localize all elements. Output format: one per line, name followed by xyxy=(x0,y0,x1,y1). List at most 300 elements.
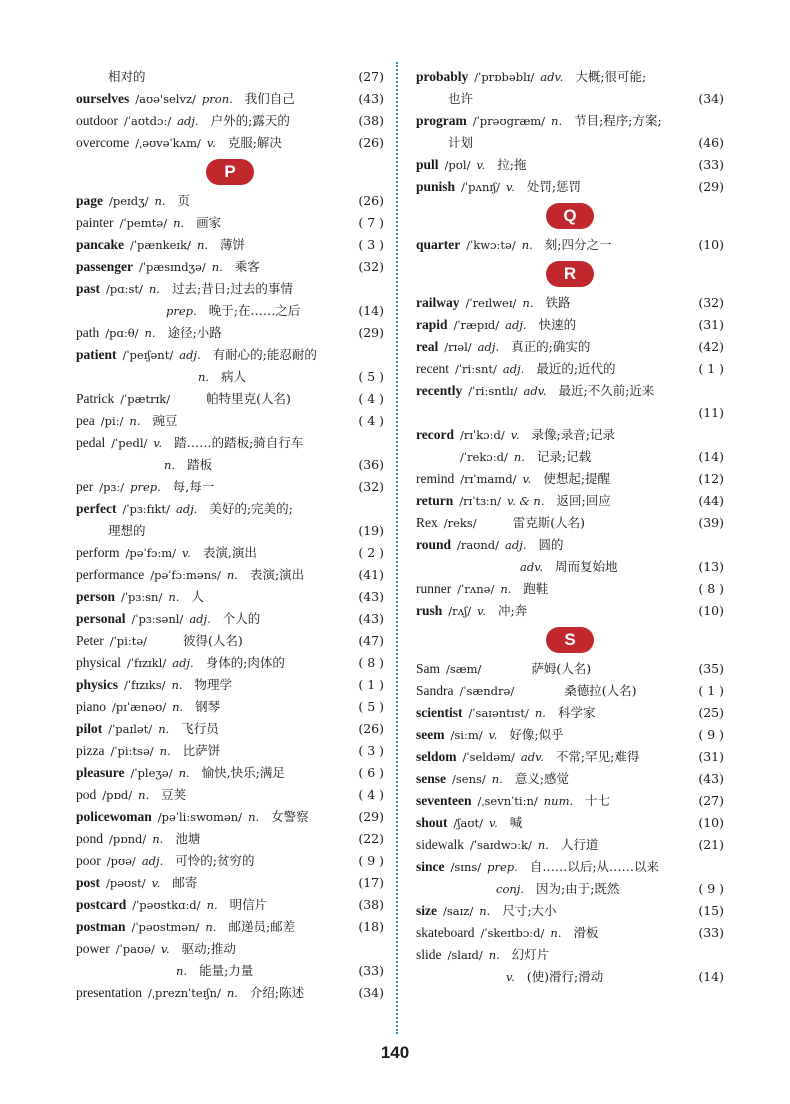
part-of-speech: v. xyxy=(506,180,515,194)
headword: record xyxy=(416,427,454,442)
phonetic: /ˈprəʊgræm/ xyxy=(472,114,546,128)
headword: past xyxy=(76,281,101,296)
headword: sense xyxy=(416,771,446,786)
right-column xyxy=(416,66,724,988)
entry-performance xyxy=(76,564,384,586)
meaning: 拉;拖 xyxy=(497,157,527,172)
page-reference: (10) xyxy=(698,237,724,252)
headword: perfect xyxy=(76,501,117,516)
meaning: 最近;不久前;近来 xyxy=(558,383,655,398)
meaning: (使)滑行;滑动 xyxy=(526,969,604,984)
page-reference: (17) xyxy=(358,875,384,890)
meaning: 豌豆 xyxy=(152,413,178,428)
headword: real xyxy=(416,339,439,354)
meaning: 尺寸;大小 xyxy=(502,903,557,918)
phonetic: /pɜː/ xyxy=(99,480,125,494)
meaning: 愉快,快乐;满足 xyxy=(201,765,285,780)
part-of-speech: n. xyxy=(148,282,160,296)
meaning: 周而复始地 xyxy=(555,559,618,574)
meaning: 个人的 xyxy=(222,611,261,626)
part-of-speech: n. xyxy=(205,920,217,934)
part-of-speech: adj. xyxy=(172,656,194,670)
part-of-speech: prep. xyxy=(166,304,197,318)
meaning: 页 xyxy=(177,193,191,208)
headword: slide xyxy=(416,947,442,962)
meaning: 钢琴 xyxy=(195,699,221,714)
meaning: 人 xyxy=(191,589,204,604)
part-of-speech: n. xyxy=(211,260,223,274)
meaning: 途径;小路 xyxy=(167,325,222,340)
meaning: 萨姆(人名) xyxy=(531,661,592,676)
column-divider xyxy=(396,62,398,1034)
meaning: 踏板 xyxy=(187,457,213,472)
meaning: 明信片 xyxy=(229,897,268,912)
phonetic: /ˈpæsɪndʒə/ xyxy=(139,260,206,274)
page-reference: (21) xyxy=(698,837,724,852)
meaning: 女警察 xyxy=(271,809,309,824)
headword: rush xyxy=(416,603,443,618)
meaning: 薄饼 xyxy=(220,237,246,252)
page-reference: (43) xyxy=(358,589,384,604)
headword: power xyxy=(76,941,110,956)
part-of-speech: v. xyxy=(160,942,170,956)
entry-sam xyxy=(416,658,724,680)
part-of-speech: n. xyxy=(513,450,525,464)
entry-rex xyxy=(416,512,724,534)
headword: pull xyxy=(416,157,439,172)
meaning: 身体的;肉体的 xyxy=(205,655,285,670)
entry-patient xyxy=(76,344,384,366)
part-of-speech: adj. xyxy=(502,362,525,376)
part-of-speech: n. xyxy=(248,810,260,824)
meaning: 刻;四分之一 xyxy=(544,237,612,252)
entry-sense xyxy=(416,768,724,790)
phonetic: /pɒnd/ xyxy=(109,832,147,846)
phonetic: /ʃaʊt/ xyxy=(453,816,483,830)
page-reference: (26) xyxy=(358,135,384,150)
page-reference: (38) xyxy=(358,113,384,128)
meaning: 录像;录音;记录 xyxy=(531,427,615,442)
meaning: 可怜的;贫穷的 xyxy=(175,853,255,868)
page-reference: ( 9 ) xyxy=(698,881,724,896)
page-reference: ( 6 ) xyxy=(358,765,384,780)
meaning: 池塘 xyxy=(175,831,201,846)
entry-railway xyxy=(416,292,724,314)
part-of-speech: n. xyxy=(479,904,491,918)
headword: pod xyxy=(76,787,97,802)
meaning: 介绍;陈述 xyxy=(249,985,305,1000)
entry-presentation xyxy=(76,982,384,1004)
phonetic: /ˈsændrə/ xyxy=(459,684,515,698)
part-of-speech: n. xyxy=(138,788,150,802)
phonetic: /ˈpænkeɪk/ xyxy=(130,238,191,252)
meaning: 每,每一 xyxy=(172,479,215,494)
page-reference: ( 1 ) xyxy=(698,683,724,698)
phonetic: /ˈpəʊstkɑːd/ xyxy=(132,898,201,912)
page-reference: (10) xyxy=(698,815,724,830)
phonetic: /ˈrekɔːd/ xyxy=(460,450,508,464)
phonetic: /ˈaʊtdɔː/ xyxy=(124,114,172,128)
part-of-speech: n. xyxy=(152,832,164,846)
part-of-speech: conj. xyxy=(496,882,524,896)
meaning: 乘客 xyxy=(234,259,260,274)
entry-continuation xyxy=(76,520,384,542)
headword: pea xyxy=(76,413,95,428)
meaning: 因为;由于;既然 xyxy=(536,881,620,896)
section-letter: R xyxy=(546,261,594,287)
entry-continuation xyxy=(76,300,384,322)
entry-continuation xyxy=(416,402,724,424)
phonetic: /slaɪd/ xyxy=(447,948,483,962)
entry-pedal xyxy=(76,432,384,454)
entry-outdoor xyxy=(76,110,384,132)
entry-since xyxy=(416,856,724,878)
phonetic: /ˈpeɪʃənt/ xyxy=(122,348,174,362)
meaning: 处罚;惩罚 xyxy=(526,179,582,194)
page-reference: ( 4 ) xyxy=(358,413,384,428)
meaning: 桑德拉(人名) xyxy=(564,683,637,698)
headword: recent xyxy=(416,361,449,376)
headword: rapid xyxy=(416,317,448,332)
phonetic: /ˈpəʊstmən/ xyxy=(131,920,200,934)
page-reference: (11) xyxy=(698,405,724,420)
page-reference: (19) xyxy=(358,523,384,538)
headword: remind xyxy=(416,471,455,486)
part-of-speech: n. xyxy=(172,700,184,714)
headword: performance xyxy=(76,567,145,582)
entry-perfect xyxy=(76,498,384,520)
part-of-speech: adj. xyxy=(176,502,198,516)
page-reference: (41) xyxy=(358,567,384,582)
phonetic: /raʊnd/ xyxy=(457,538,500,552)
meaning: 理想的 xyxy=(108,523,146,538)
part-of-speech: n. xyxy=(171,678,183,692)
phonetic: /peɪdʒ/ xyxy=(109,194,149,208)
part-of-speech: n. xyxy=(168,590,180,604)
entry-passenger xyxy=(76,256,384,278)
meaning: 自……以后;从……以来 xyxy=(529,859,660,874)
phonetic: /ˈseldəm/ xyxy=(462,750,515,764)
phonetic: /ˈpiːtsə/ xyxy=(110,744,154,758)
entry-scientist xyxy=(416,702,724,724)
phonetic: /siːm/ xyxy=(450,728,483,742)
page-reference: (34) xyxy=(698,91,724,106)
part-of-speech: n. xyxy=(176,964,188,978)
phonetic: /ˌsevnˈtiːn/ xyxy=(477,794,538,808)
headword: patient xyxy=(76,347,117,362)
page-reference: (43) xyxy=(358,91,384,106)
meaning: 能量;力量 xyxy=(199,963,254,978)
part-of-speech: prep. xyxy=(487,860,518,874)
meaning: 晚于;在……之后 xyxy=(208,303,301,318)
entry-shout xyxy=(416,812,724,834)
entry-return xyxy=(416,490,724,512)
meaning: 节目;程序;方案; xyxy=(574,113,662,128)
phonetic: /ˈpaɪlət/ xyxy=(108,722,153,736)
page-reference: ( 2 ) xyxy=(358,545,384,560)
entry-continuation xyxy=(76,454,384,476)
headword: Sandra xyxy=(416,683,454,698)
phonetic: /pɑːθ/ xyxy=(105,326,139,340)
entry-sidewalk xyxy=(416,834,724,856)
phonetic: /ˈriːsntlɪ/ xyxy=(468,384,518,398)
part-of-speech: v. & n. xyxy=(507,494,545,508)
headword: overcome xyxy=(76,135,130,150)
page-reference: ( 4 ) xyxy=(358,391,384,406)
part-of-speech: n. xyxy=(551,114,563,128)
page-reference: ( 8 ) xyxy=(358,655,384,670)
meaning: 不常;罕见;难得 xyxy=(555,749,640,764)
entry-pancake xyxy=(76,234,384,256)
headword: probably xyxy=(416,69,469,84)
part-of-speech: n. xyxy=(226,568,238,582)
entry-path xyxy=(76,322,384,344)
part-of-speech: v. xyxy=(522,472,532,486)
headword: person xyxy=(76,589,116,604)
phonetic: /ˈriːsnt/ xyxy=(454,362,497,376)
page-reference: ( 3 ) xyxy=(358,237,384,252)
entry-continuation xyxy=(416,132,724,154)
part-of-speech: n. xyxy=(158,722,170,736)
meaning: 也许 xyxy=(448,91,474,106)
meaning: 记录;记载 xyxy=(536,449,592,464)
entry-rapid xyxy=(416,314,724,336)
meaning: 计划 xyxy=(448,135,474,150)
phonetic: /pɑːst/ xyxy=(106,282,143,296)
entry-ourselves xyxy=(76,88,384,110)
page-reference: ( 3 ) xyxy=(358,743,384,758)
phonetic: /ˈpleʒə/ xyxy=(130,766,173,780)
part-of-speech: v. xyxy=(151,876,161,890)
phonetic: /ˈfɪzɪks/ xyxy=(124,678,166,692)
entry-patrick xyxy=(76,388,384,410)
entry-continuation xyxy=(76,66,384,88)
page-reference: (25) xyxy=(698,705,724,720)
part-of-speech: adj. xyxy=(505,538,527,552)
phonetic: /ˈpætrɪk/ xyxy=(120,392,171,406)
headword: painter xyxy=(76,215,114,230)
part-of-speech: adv. xyxy=(523,384,547,398)
meaning: 邮寄 xyxy=(172,875,198,890)
entry-physical xyxy=(76,652,384,674)
meaning: 好像;似乎 xyxy=(509,727,564,742)
page-reference: (26) xyxy=(358,193,384,208)
page-reference: ( 9 ) xyxy=(698,727,724,742)
page-reference: (31) xyxy=(698,749,724,764)
section-badge-p xyxy=(76,157,384,187)
part-of-speech: adj. xyxy=(189,612,211,626)
page-reference: (33) xyxy=(698,925,724,940)
part-of-speech: v. xyxy=(506,970,515,984)
entry-remind xyxy=(416,468,724,490)
part-of-speech: adj. xyxy=(505,318,527,332)
meaning: 有耐心的;能忍耐的 xyxy=(212,347,317,362)
phonetic: /pʊl/ xyxy=(444,158,471,172)
entry-rush xyxy=(416,600,724,622)
entry-pilot xyxy=(76,718,384,740)
entry-continuation xyxy=(416,556,724,578)
entry-pull xyxy=(416,154,724,176)
headword: policewoman xyxy=(76,809,152,824)
headword: railway xyxy=(416,295,460,310)
left-column xyxy=(76,66,384,1004)
phonetic: /ˈsaɪdwɔːk/ xyxy=(470,838,532,852)
phonetic: /saɪz/ xyxy=(443,904,474,918)
entry-seem xyxy=(416,724,724,746)
part-of-speech: n. xyxy=(164,458,176,472)
phonetic: /piː/ xyxy=(100,414,124,428)
phonetic: /pɒd/ xyxy=(102,788,133,802)
headword: runner xyxy=(416,581,452,596)
meaning: 冲;奔 xyxy=(497,603,528,618)
part-of-speech: n. xyxy=(198,370,210,384)
headword: skateboard xyxy=(416,925,475,940)
phonetic: /rɪˈkɔːd/ xyxy=(459,428,505,442)
headword: return xyxy=(416,493,454,508)
page-reference: (43) xyxy=(358,611,384,626)
part-of-speech: n. xyxy=(491,772,503,786)
meaning: 大概;很可能; xyxy=(575,69,647,84)
page-reference: (36) xyxy=(358,457,384,472)
section-letter: S xyxy=(546,627,594,653)
entry-slide xyxy=(416,944,724,966)
page-reference: ( 1 ) xyxy=(698,361,724,376)
entry-physics xyxy=(76,674,384,696)
headword: pedal xyxy=(76,435,106,450)
meaning: 比萨饼 xyxy=(182,743,221,758)
headword: Peter xyxy=(76,633,104,648)
phonetic: /pʊə/ xyxy=(106,854,136,868)
page-reference: (12) xyxy=(698,471,724,486)
phonetic: /ˌəʊvəˈkʌm/ xyxy=(135,136,201,150)
meaning: 克服;解决 xyxy=(227,135,282,150)
entry-post xyxy=(76,872,384,894)
meaning: 跑鞋 xyxy=(523,581,549,596)
phonetic: /rɪˈmaɪnd/ xyxy=(460,472,517,486)
meaning: 驱动;推动 xyxy=(181,941,236,956)
page-reference: (34) xyxy=(358,985,384,1000)
meaning: 帕特里克(人名) xyxy=(206,391,291,406)
part-of-speech: v. xyxy=(206,136,216,150)
phonetic: /ˈpɜːsənl/ xyxy=(131,612,184,626)
meaning: 铁路 xyxy=(545,295,571,310)
page-reference: (31) xyxy=(698,317,724,332)
headword: per xyxy=(76,479,94,494)
part-of-speech: n. xyxy=(154,194,166,208)
entry-skateboard xyxy=(416,922,724,944)
part-of-speech: v. xyxy=(476,158,486,172)
phonetic: /ˈpiːtə/ xyxy=(109,634,148,648)
headword: pancake xyxy=(76,237,125,252)
page-reference: ( 4 ) xyxy=(358,787,384,802)
meaning: 邮递员;邮差 xyxy=(228,919,296,934)
phonetic: /pəˈliːswʊmən/ xyxy=(157,810,243,824)
meaning: 喊 xyxy=(509,815,523,830)
page-reference: (44) xyxy=(698,493,724,508)
entry-runner xyxy=(416,578,724,600)
phonetic: /sens/ xyxy=(452,772,486,786)
entry-program xyxy=(416,110,724,132)
headword: Rex xyxy=(416,515,438,530)
page-reference: ( 5 ) xyxy=(358,369,384,384)
meaning: 滑板 xyxy=(573,925,599,940)
part-of-speech: n. xyxy=(206,898,218,912)
entry-peter xyxy=(76,630,384,652)
headword: path xyxy=(76,325,100,340)
headword: post xyxy=(76,875,101,890)
meaning: 画家 xyxy=(196,215,222,230)
meaning: 物理学 xyxy=(194,677,233,692)
entry-continuation xyxy=(76,366,384,388)
entry-pod xyxy=(76,784,384,806)
entry-recently xyxy=(416,380,724,402)
phonetic: /pɪˈænəʊ/ xyxy=(112,700,167,714)
part-of-speech: adv. xyxy=(520,750,544,764)
entry-round xyxy=(416,534,724,556)
part-of-speech: prep. xyxy=(130,480,161,494)
entry-continuation xyxy=(416,88,724,110)
page-number: 140 xyxy=(380,1043,410,1062)
meaning: 表演;演出 xyxy=(249,567,305,582)
part-of-speech: n. xyxy=(196,238,208,252)
meaning: 真正的;确实的 xyxy=(511,339,591,354)
phonetic: /rɪəl/ xyxy=(444,340,472,354)
meaning: 圆的 xyxy=(538,537,564,552)
phonetic: /ˈskeɪtbɔːd/ xyxy=(480,926,545,940)
page-reference: (22) xyxy=(358,831,384,846)
headword: recently xyxy=(416,383,463,398)
entry-continuation xyxy=(416,966,724,988)
part-of-speech: n. xyxy=(488,948,500,962)
phonetic: /sɪns/ xyxy=(450,860,482,874)
headword: pilot xyxy=(76,721,103,736)
headword: poor xyxy=(76,853,101,868)
headword: program xyxy=(416,113,467,128)
entry-person xyxy=(76,586,384,608)
meaning: 最近的;近代的 xyxy=(536,361,616,376)
phonetic: /ˌpreznˈteɪʃn/ xyxy=(147,986,221,1000)
entry-continuation xyxy=(416,878,724,900)
part-of-speech: v. xyxy=(489,816,498,830)
part-of-speech: n. xyxy=(521,238,533,252)
meaning: 表演,演出 xyxy=(202,545,257,560)
part-of-speech: n. xyxy=(129,414,141,428)
headword: quarter xyxy=(416,237,461,252)
entry-seldom xyxy=(416,746,724,768)
page-reference: (39) xyxy=(698,515,724,530)
part-of-speech: adj. xyxy=(477,340,500,354)
meaning: 美好的;完美的; xyxy=(209,501,293,516)
headword: seldom xyxy=(416,749,457,764)
phonetic: /ˈfɪzɪkl/ xyxy=(127,656,167,670)
phonetic: /ˈræpɪd/ xyxy=(453,318,500,332)
headword: seem xyxy=(416,727,445,742)
page-reference: (14) xyxy=(698,449,724,464)
page-reference: (26) xyxy=(358,721,384,736)
page-reference: ( 1 ) xyxy=(358,677,384,692)
part-of-speech: n. xyxy=(159,744,171,758)
headword: punish xyxy=(416,179,456,194)
part-of-speech: num. xyxy=(543,794,574,808)
entry-past xyxy=(76,278,384,300)
page-reference: (42) xyxy=(698,339,724,354)
page-reference: (38) xyxy=(358,897,384,912)
headword: Sam xyxy=(416,661,441,676)
entry-piano xyxy=(76,696,384,718)
headword: shout xyxy=(416,815,448,830)
entry-seventeen xyxy=(416,790,724,812)
section-badge-r xyxy=(416,259,724,289)
